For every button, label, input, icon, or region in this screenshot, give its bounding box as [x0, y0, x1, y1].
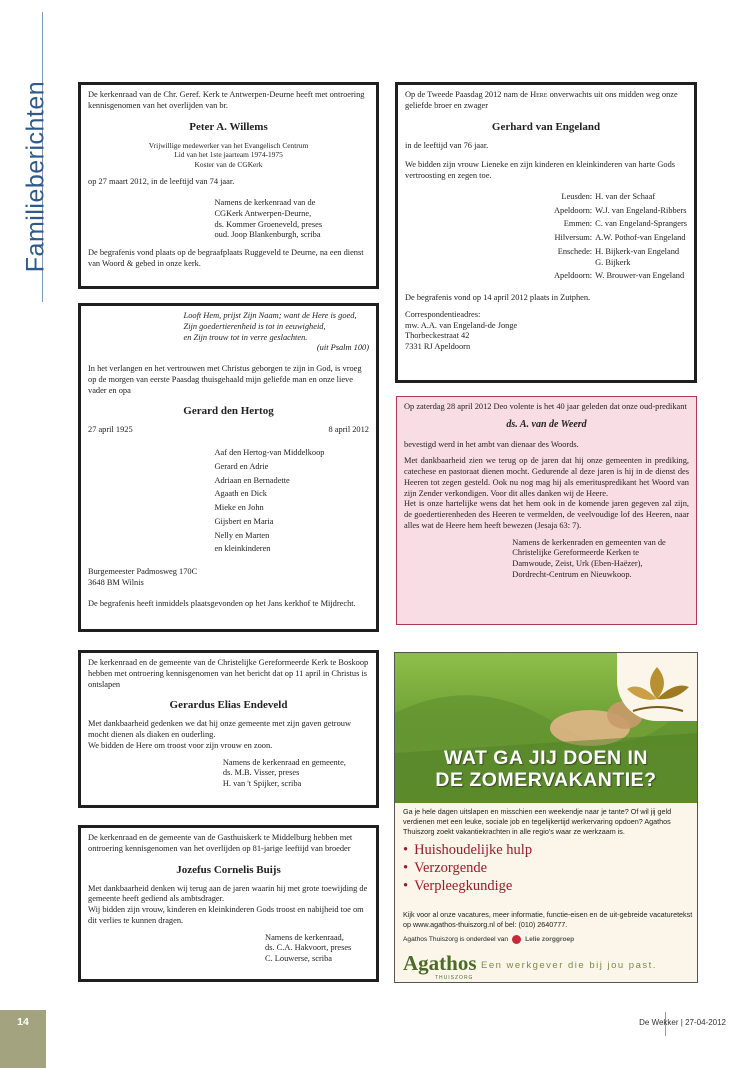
- relative-place: Emmen:: [563, 219, 593, 229]
- relative-name-line: G. Bijkerk: [595, 257, 631, 267]
- leaf-logo-icon: [617, 653, 697, 721]
- job-list: [403, 841, 532, 895]
- deceased-name: Gerard den Hertog: [183, 405, 274, 418]
- relative-row: [554, 271, 687, 285]
- family-member: Mieke en John: [214, 503, 264, 513]
- address-line: 3648 BM Wilnis: [88, 577, 144, 587]
- family-member: Agaath en Dick: [214, 489, 267, 499]
- parent-org-text: Agathos Thuiszorg is onderdeel van: [403, 936, 509, 943]
- family-member: Adriaan en Bernadette: [214, 475, 290, 485]
- obituary-den-hertog: [78, 303, 379, 632]
- confirmation-text: bevestigd werd in het ambt van dienaar des Woords.: [404, 439, 579, 449]
- section-title-text: Familieberichten: [21, 80, 50, 273]
- relative-name: C. van Engeland-Sprangers: [595, 219, 687, 229]
- intro-text: De kerkenraad en de gemeente van de Christelijke Gereformeerde Kerk te Boskoop hebben met ontroering kennisgenomen van het bericht dat op 11 april in Christus is ontslapen: [88, 658, 369, 689]
- signature-line: Namens de kerkenraden en gemeenten van de: [512, 537, 666, 547]
- relative-row: [554, 192, 687, 206]
- address-line: mw. A.A. van Engeland-de Jonge: [405, 320, 518, 330]
- deceased-name: Gerardus Elias Endeveld: [169, 699, 288, 712]
- signature: [512, 538, 689, 581]
- body-text-2: Het is onze hartelijke wens dat het hem ook in de komende jaren gegeven zal zijn, de goedertierenheden des Heeren te vermelden, de veelvoudige lof des Heeren, naar alles wat de Heere hem heeft bewezen (Jesaja 63: 7).: [404, 499, 689, 530]
- relative-row: [554, 206, 687, 220]
- relative-place: Hilversum:: [554, 233, 593, 243]
- prayer-text: We bidden zijn vrouw Lieneke en zijn kinderen en kleinkinderen van harte Gods vertroosting en zegen toe.: [405, 160, 676, 181]
- intro-text: Op zaterdag 28 april 2012 Deo volente is het 40 jaar geleden dat onze oud-predikant: [404, 402, 687, 411]
- relative-name: [595, 247, 687, 272]
- psalm-quote: [184, 311, 369, 354]
- body-text: Met dankbaarheid zien we terug op de jaren dat hij onze gemeenten in prediking, catechese en pastoraat dienen mocht. Gedurende al deze jaren is hij in de dienst des Heeren tot zegen gesteld. Ook nu nog mag hij als emerituspredikant het Woord van zijn Zender verkondigen. Voor dit alles danken wij de Heere.: [404, 456, 689, 498]
- agathos-brand: Agathos: [403, 951, 477, 975]
- intro-here: Here: [530, 90, 548, 99]
- relative-name: W. Brouwer-van Engeland: [595, 271, 685, 281]
- headline-line: DE ZOMERVAKANTIE?: [435, 769, 657, 792]
- ad-headline: [395, 747, 697, 792]
- funeral-text: De begrafenis vond plaats op de begraafplaats Ruggeveld te Deurne, na een dienst van Woord & gebed in onze kerk.: [88, 248, 364, 268]
- address-line: 7331 RJ Apeldoorn: [405, 342, 471, 352]
- agathos-advertisement[interactable]: [394, 652, 698, 983]
- relative-name-line: H. Bijkerk-van Engeland: [595, 246, 680, 256]
- family-member: Gijsbert en Maria: [214, 516, 274, 526]
- relative-row: [554, 247, 687, 272]
- footer-text: De Wekker | 27-04-2012: [639, 1018, 726, 1027]
- address-line: Correspondentieadres:: [405, 309, 481, 319]
- page-number: 14: [17, 1016, 29, 1028]
- relative-name: H. van der Schaaf: [595, 191, 656, 201]
- funeral-text: De begrafenis heeft inmiddels plaatsgevonden op het Jans kerkhof te Mijdrecht.: [88, 598, 356, 608]
- agathos-brand-sub: THUISZORG: [435, 975, 474, 981]
- ad-body-text: Ga je hele dagen uitslapen en misschien een weekendje naar je tante? Of wil jij geld verdienen met een leuke, sociale job en tegelijkertijd werkervaring opdoen? Agathos Thuiszorg zoekt vakantiekrachten in alle regio's waar ze werkzaam is.: [403, 807, 672, 837]
- signature-line: C. Louwerse, scriba: [265, 954, 332, 964]
- relative-row: [554, 219, 687, 233]
- family-member: Gerard en Adrie: [214, 461, 269, 471]
- relative-place: Apeldoorn:: [553, 205, 593, 215]
- relative-name: W.J. van Engeland-Ribbers: [595, 205, 687, 215]
- signature-line: Christelijke Gereformeerde Kerken te: [512, 548, 640, 558]
- dates: [88, 425, 369, 436]
- signature-line: Dordrecht-Centrum en Nieuwkoop.: [512, 569, 632, 579]
- relatives-table: [554, 192, 687, 285]
- quote-reference: (uit Psalm 100): [316, 343, 369, 353]
- relative-row: [554, 233, 687, 247]
- deceased-name: Peter A. Willems: [189, 120, 268, 133]
- relative-place: Enschede:: [557, 246, 593, 256]
- family-member: Nelly en Marten: [214, 530, 270, 540]
- minister-name: ds. A. van de Weerd: [506, 418, 587, 430]
- death-date: 8 april 2012: [328, 425, 369, 435]
- family-list: [214, 448, 369, 555]
- relative-place: Apeldoorn:: [553, 271, 593, 281]
- signature-line: ds. Kommer Groeneveld, preses: [214, 219, 323, 229]
- body-text: Met dankbaarheid gedenken we dat hij onze gemeente met zijn gaven getrouw mocht dienen als diaken en ouderling.: [88, 719, 352, 740]
- signature-line: Damwoude, Zeist, Urk (Eben-Haëzer),: [512, 559, 643, 569]
- signature-line: Namens de kerkenraad van de: [214, 198, 316, 208]
- family-member: Aaf den Hertog-van Middelkoop: [214, 448, 325, 458]
- intro-text: De kerkenraad van de Chr. Geref. Kerk te Antwerpen-Deurne heeft met ontroering kennisgenomen van het overlijden van br.: [88, 90, 365, 110]
- obituary-willems: [78, 82, 379, 289]
- relative-name: A.W. Pothof-van Engeland: [595, 233, 686, 243]
- signature-line: oud. Joop Blankenburgh, scriba: [214, 230, 321, 240]
- address: [88, 567, 369, 589]
- ad-contact-text: Kijk voor al onze vacatures, meer informatie, functie-eisen en de uit-gebreide vacaturetekst op www.agathos-thuiszorg.nl of bel: (010) 2640777.: [403, 910, 693, 930]
- quote-line: Zijn goedertierenheid is tot in eeuwigheid,: [183, 321, 326, 331]
- intro-text: De kerkenraad en de gemeente van de Gasthuiskerk te Middelburg hebben met ontroering kennisgenomen van het overlijden op 81-jarige leeftijd van broeder: [88, 833, 353, 853]
- role-line: Koster van de CGKerk: [194, 159, 263, 169]
- quote-line: Looft Hem, prijst Zijn Naam; want de Here is goed,: [183, 311, 357, 320]
- family-member: en kleinkinderen: [214, 544, 271, 554]
- intro-part: onverwachts uit ons midden weg onze geliefde broer en zwager: [405, 90, 678, 110]
- intro-text: [405, 90, 687, 112]
- obituary-van-engeland: [395, 82, 697, 383]
- signature-line: ds. M.B. Visser, preses: [222, 768, 300, 778]
- address-line: Thorbeckestraat 42: [405, 331, 470, 341]
- signature-line: Namens de kerkenraad,: [265, 932, 344, 942]
- signature: [214, 198, 369, 241]
- ad-parent-org: [403, 935, 693, 944]
- job-item: • Verzorgende: [403, 859, 532, 877]
- intro-text: In het verlangen en het vertrouwen met Christus geborgen te zijn in God, is vroeg op de morgen van eerste Paasdag thuisgehaald mijn geliefde man en onze lieve vader en opa: [88, 364, 362, 395]
- page-number-block: [0, 1010, 46, 1068]
- agathos-logo-mark: [617, 653, 697, 721]
- signature-line: ds. C.A. Hakvoort, preses: [265, 943, 352, 953]
- role-line: Lid van het 1ste jaarteam 1974-1975: [174, 150, 283, 160]
- headline-line: WAT GA JIJ DOEN IN: [443, 747, 649, 769]
- roles: [88, 141, 369, 170]
- job-item: • Verpleegkundige: [403, 877, 532, 895]
- ad-tagline: Een werkgever die bij jou past.: [481, 960, 657, 971]
- partner-name: Lelie zorggroep: [525, 936, 575, 943]
- anniversary-van-de-weerd: [396, 396, 697, 625]
- deceased-name: Gerhard van Engeland: [491, 120, 601, 133]
- obituary-buijs: [78, 825, 379, 982]
- lelie-logo-icon: [512, 935, 521, 944]
- section-title: [14, 80, 54, 280]
- signature-line: Namens de kerkenraad en gemeente,: [222, 757, 346, 767]
- intro-part: Op de Tweede Paasdag 2012 nam de: [405, 90, 528, 99]
- funeral-text: De begrafenis vond op 14 april 2012 plaats in Zutphen.: [405, 293, 591, 303]
- job-item: • Huishoudelijke hulp: [403, 841, 532, 859]
- date-of-death: op 27 maart 2012, in de leeftijd van 74 jaar.: [88, 177, 235, 187]
- signature-line: CGKerk Antwerpen-Deurne,: [214, 208, 312, 218]
- body-text-2: Wij bidden zijn vrouw, kinderen en kleinkinderen Gods troost en nabijheid toe om dit verlies te kunnen dragen.: [88, 905, 364, 925]
- role-line: Vrijwillige medewerker van het Evangelisch Centrum: [148, 140, 309, 150]
- birth-date: 27 april 1925: [88, 425, 133, 435]
- signature: [265, 933, 369, 965]
- ad-photo: [395, 653, 697, 803]
- signature: [223, 758, 369, 790]
- body-text: Met dankbaarheid denken wij terug aan de jaren waarin hij met grote toewijding de gemeente heeft gediend als ambtsdrager.: [88, 883, 368, 904]
- deceased-name: Jozefus Cornelis Buijs: [176, 863, 281, 876]
- address-line: Burgemeester Padmosweg 170C: [88, 567, 198, 577]
- age-text: in de leeftijd van 76 jaar.: [405, 140, 489, 150]
- obituary-endeveld: [78, 650, 379, 808]
- body-text-2: We bidden de Here om troost voor zijn vrouw en zoon.: [88, 740, 273, 750]
- signature-line: H. van 't Spijker, scriba: [222, 779, 302, 789]
- relative-place: Leusden:: [561, 191, 593, 201]
- quote-line: en Zijn trouw tot in verre geslachten.: [183, 332, 308, 342]
- correspondence-address: [405, 310, 687, 353]
